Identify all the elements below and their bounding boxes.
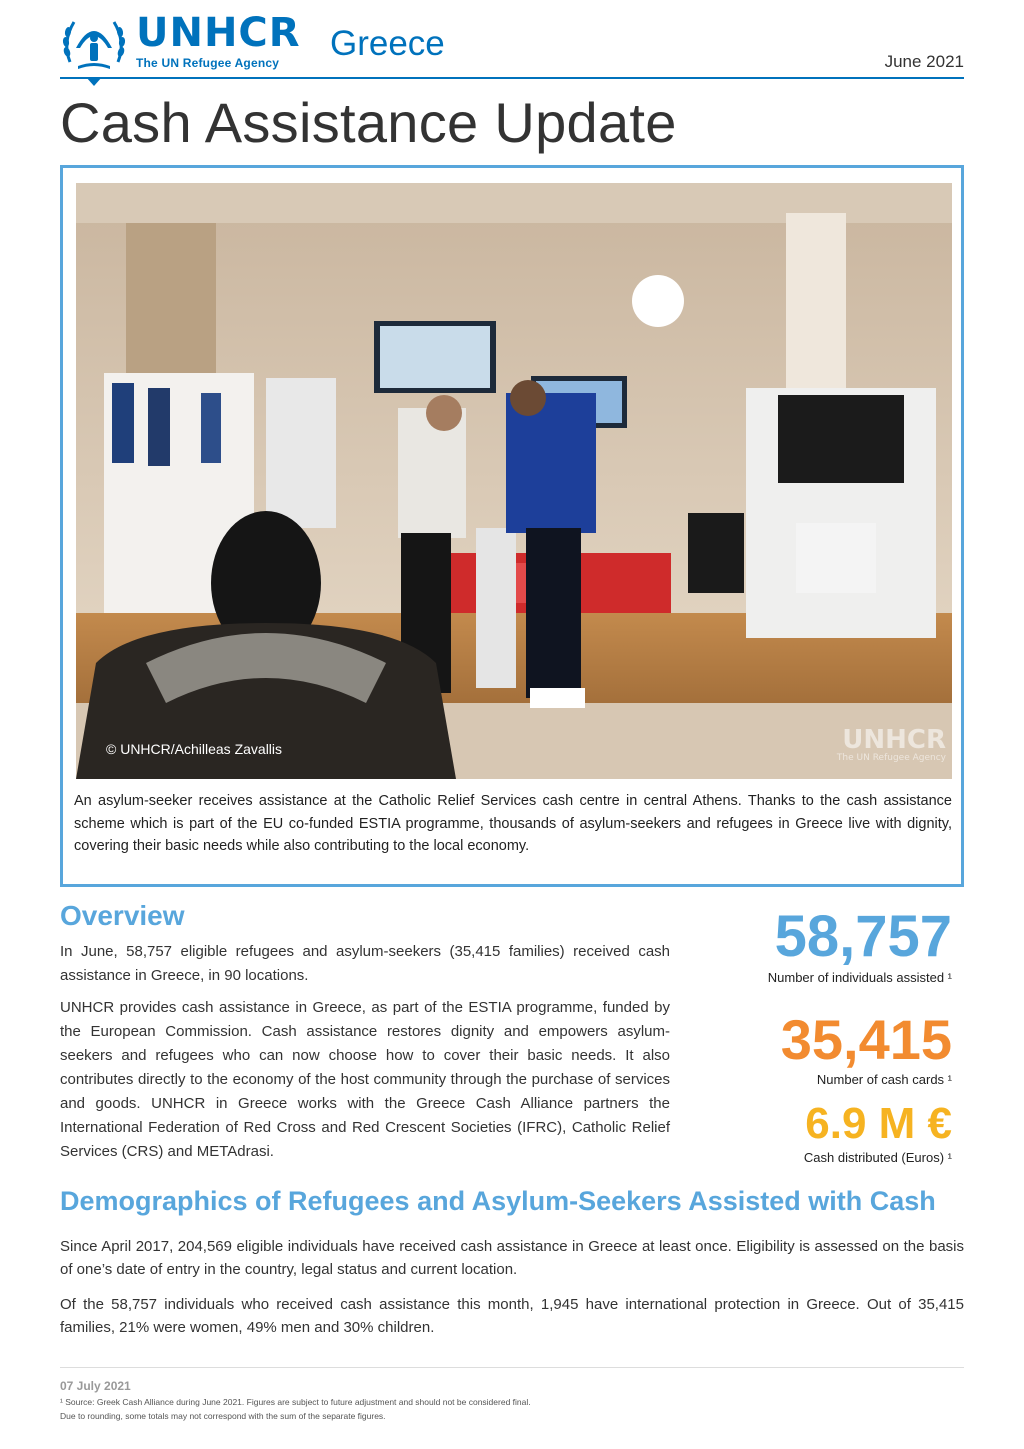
- stat-value: 58,757: [774, 904, 952, 969]
- overview-heading: Overview: [60, 900, 185, 931]
- watermark-name: UNHCR: [842, 725, 946, 755]
- overview-paragraph-1: In June, 58,757 eligible refugees and asylum-seekers (35,415 families) received cash assistance in Greece, in 90 locations.: [60, 943, 670, 984]
- stat-value: 35,415: [780, 1008, 952, 1071]
- stat-individuals-assisted: [767, 904, 952, 985]
- header-divider: [60, 77, 964, 79]
- stat-cash-cards: [780, 1008, 952, 1087]
- unhcr-logo: [60, 12, 301, 72]
- page-title: Cash Assistance Update: [60, 91, 677, 154]
- org-tagline: The UN Refugee Agency: [136, 56, 280, 70]
- stat-value: 6.9 M €: [805, 1099, 952, 1148]
- demographics-heading: Demographics of Refugees and Asylum-Seekers Assisted with Cash: [60, 1186, 936, 1216]
- cash-centre-photo: [76, 183, 952, 779]
- stat-label: Number of individuals assisted ¹: [767, 970, 952, 985]
- overview-paragraph-2: UNHCR provides cash assistance in Greece, as part of the ESTIA programme, funded by the European Commission. Cash assistance restores dignity and empowers asylum-seekers and refugees who can now choose how to cover their basic needs. It also contributes directly to the economy of the host community through the purchase of services and goods. UNHCR in Greece works with the Greece Cash Alliance partners the International Federation of Red Cross and Red Crescent Societies (IFRC), Catholic Relief Services (CRS) and METAdrasi.: [60, 999, 670, 1160]
- demographics-paragraph-2: Of the 58,757 individuals who received cash assistance this month, 1,945 have international protection in Greece. Out of 35,415 families, 21% were women, 49% men and 30% children.: [60, 1296, 964, 1336]
- header: [60, 12, 964, 82]
- stat-label: Number of cash cards ¹: [816, 1072, 952, 1087]
- demographics-paragraph-1: Since April 2017, 204,569 eligible individuals have received cash assistance in Greece at least once. Eligibility is assessed on the basis of one’s date of entry in the country, legal status and current location.: [60, 1238, 964, 1278]
- photo-caption: An asylum-seeker receives assistance at the Catholic Relief Services cash centre in central Athens. Thanks to the cash assistance scheme which is part of the EU co-funded ESTIA programme, thousands of asylum-seekers and refugees in Greece live with dignity, covering their basic needs while also contributing to the local economy.: [74, 793, 952, 854]
- stat-label: Cash distributed (Euros) ¹: [803, 1150, 952, 1165]
- watermark-tagline: The UN Refugee Agency: [836, 753, 946, 763]
- footer-date: 07 July 2021: [60, 1379, 131, 1393]
- photo-frame: [60, 165, 964, 887]
- footnote-source: ¹ Source: Greek Cash Alliance during June 2021. Figures are subject to future adjustment and should not be considered final.: [60, 1397, 531, 1407]
- footnote-rounding: Due to rounding, some totals may not correspond with the sum of the separate figures.: [60, 1411, 386, 1421]
- photo-watermark: [837, 725, 946, 763]
- unhcr-emblem-icon: [60, 12, 128, 72]
- header-divider-notch: [86, 77, 102, 86]
- stat-cash-distributed: [803, 1099, 952, 1165]
- cover-photo: [76, 183, 952, 779]
- report-date: June 2021: [884, 52, 964, 71]
- footer-divider: [60, 1367, 964, 1368]
- country-name: Greece: [330, 24, 445, 63]
- photo-credit: © UNHCR/Achilleas Zavallis: [106, 741, 283, 757]
- org-name: UNHCR: [136, 10, 301, 56]
- footer-notes: [60, 1395, 964, 1423]
